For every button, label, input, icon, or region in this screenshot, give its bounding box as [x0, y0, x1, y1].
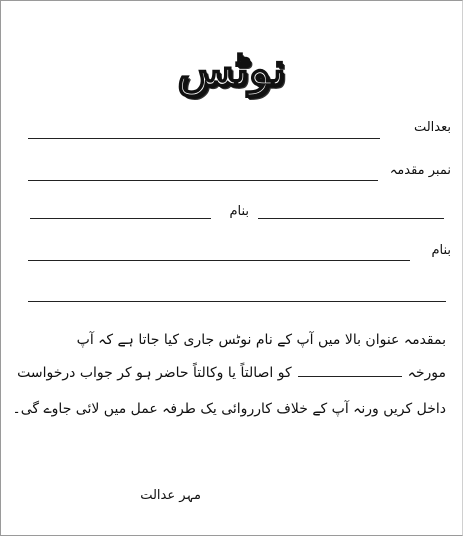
defendant-line: [30, 218, 211, 219]
extra-line: [28, 301, 446, 302]
case-number-line: [28, 180, 378, 181]
body-line-3: داخل کریں ورنہ آپ کے خلاف کارروائی یک طرفہ عمل میں لائی جاوے گی۔: [12, 401, 446, 417]
against-line: [28, 260, 410, 261]
notice-title: نوٹس: [177, 42, 286, 96]
case-number-label: نمبر مقدمہ: [389, 163, 451, 178]
versus-label: بنام: [229, 204, 249, 219]
date-blank: [298, 366, 402, 377]
date-label: مورخہ: [407, 365, 446, 381]
against-label: بنام: [431, 243, 451, 258]
body-line-2-text: کو اصالتاً یا وکالتاً حاضر ہو کر جواب درخواست: [17, 365, 292, 381]
body-line-1: بمقدمہ عنوان بالا میں آپ کے نام نوٹس جاری کیا جاتا ہے کہ آپ: [76, 332, 446, 348]
body-line-2: [14, 358, 446, 388]
court-seal-label: مہر عدالت: [140, 488, 201, 503]
court-label: بعدالت: [413, 120, 451, 135]
plaintiff-line: [258, 218, 444, 219]
court-line: [28, 138, 380, 139]
